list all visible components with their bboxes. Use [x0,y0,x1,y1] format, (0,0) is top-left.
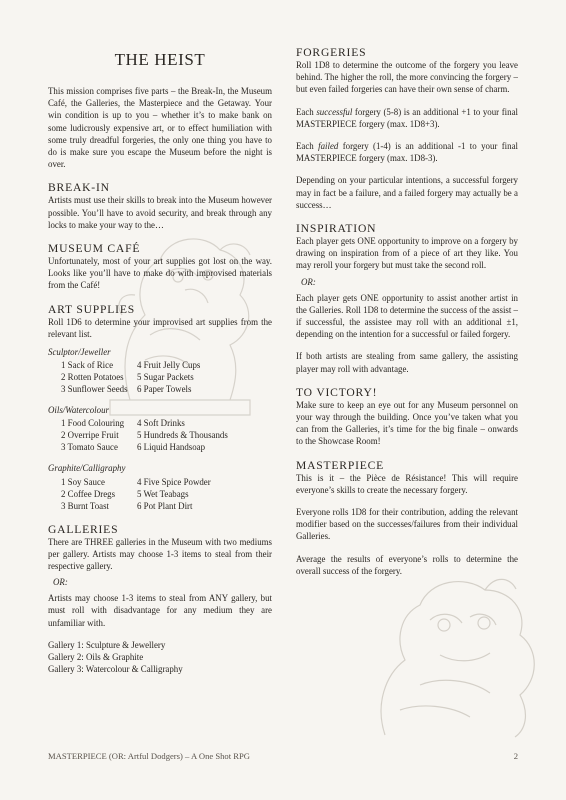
victory-text: Make sure to keep an eye out for any Museum personnel on your way through the building. Once you’ve taken what you can from the Galleries, it’s time for the big finale – onwards to the Showcase Room! [296,399,518,447]
successful-forgery-text: Each successful forgery (5-8) is an additional +1 to your final MASTERPIECE forgery (max. 1D8+3). [296,106,518,129]
supply-row [48,359,272,371]
supply-item: 4 Soft Drinks [137,418,185,429]
supply-row [48,417,272,429]
masterpiece-roll-text: Everyone rolls 1D8 for their contribution, adding the relevant modifier based on the successes/failures from their individual Galleries. [296,507,518,542]
footer-title: MASTERPIECE (OR: Artful Dodgers) – A One Shot RPG [48,751,250,761]
supply-row [48,488,272,500]
supply-item: 3 Tomato Sauce [61,442,118,453]
page-footer [48,751,518,761]
supply-item: 6 Liquid Handsoap [137,442,206,453]
inspiration-heading: INSPIRATION [296,222,377,236]
cafe-text: Unfortunately, most of your art supplies got lost on the way. Looks like you’ll have to make do with improvised materials from the Café! [48,256,272,291]
or-label: OR: [53,577,68,588]
victory-heading: TO VICTORY! [296,385,378,399]
supply-item: 1 Food Colouring [61,418,125,429]
masterpiece-text: This is it – the Pièce de Résistance! This will require everyone’s skills to create the necessary forgery. [296,472,518,495]
supply-row [48,429,272,441]
galleries-text: There are THREE galleries in the Museum with two mediums per gallery. Artists may choose 1-3 items to steal from their respective gallery. [48,536,272,572]
supply-item: 2 Overripe Fruit [61,430,119,441]
gallery-list-item: Gallery 1: Sculpture & Jewellery [48,639,166,650]
supplies-heading: ART SUPPLIES [48,302,135,316]
supply-item: 6 Paper Towels [137,384,192,395]
supplies-text: Roll 1D6 to determine your improvised art supplies from the relevant list. [48,316,272,339]
inspiration-text: Each player gets ONE opportunity to improve on a forgery by drawing on inspiration from of a piece of art they like. You may reroll your forgery but must take the second roll. [296,236,518,271]
supply-row [48,500,272,512]
forgeries-heading: FORGERIES [296,46,367,59]
cafe-heading: MUSEUM CAFÉ [48,242,141,256]
galleries-alt-text: Artists may choose 1-3 items to steal from ANY gallery, but must roll with disadvantage for any medium they are unfamiliar with. [48,593,272,628]
gallery-list-item: Gallery 2: Oils & Graphite [48,652,144,663]
right-column [296,46,518,577]
supply-item: 4 Fruit Jelly Cups [137,360,201,371]
breakin-text: Artists must use their skills to break into the Museum however possible. You’ll have to avoid security, and break through any locks to make your way to the… [48,195,272,230]
supply-item: 5 Hundreds & Thousands [137,430,228,441]
intro-paragraph: This mission comprises five parts – the Break-In, the Museum Café, the Galleries, the Masterpiece and the Getaway. Your win condition is up to you – whether it’s to make bank on some ludicrously expensive art, or to effect humiliation with some truly dreadful forgeries, the only one thing you have to do is make sure you escape the Museum before the night is over. [48,86,272,170]
masterpiece-average-text: Average the results of everyone’s rolls to determine the overall success of the forgery. [296,553,518,576]
supply-row [48,383,272,395]
galleries-heading: GALLERIES [48,522,119,536]
supply-group-title: Sculptor/Jeweller [48,347,111,358]
inspiration-advantage-text: If both artists are stealing from same gallery, the assisting player may roll with advantage. [296,351,518,374]
failed-forgery-text: Each failed forgery (1-4) is an additional -1 to your final MASTERPIECE forgery (max. 1D8-3). [296,141,518,164]
supply-row [48,371,272,383]
supply-item: 4 Five Spice Powder [137,476,211,487]
supply-item: 6 Pot Plant Dirt [137,500,193,511]
supply-item: 3 Burnt Toast [61,500,110,511]
page-number: 2 [513,751,518,761]
breakin-heading: BREAK-IN [48,181,110,195]
or-label: OR: [301,276,316,287]
supply-group-title: Oils/Watercolour [48,405,109,416]
supply-item: 2 Coffee Dregs [61,488,116,499]
supply-row [48,441,272,453]
supply-item: 2 Rotten Potatoes [61,372,124,383]
supply-item: 3 Sunflower Seeds [61,384,128,395]
page-title: THE HEIST [114,50,206,69]
supply-item: 5 Wet Teabags [137,488,189,499]
forgeries-note: Depending on your particular intentions, a successful forgery may in fact be a failure, and a failed forgery may actually be a success… [296,175,518,210]
supply-group-title: Graphite/Calligraphy [48,463,126,474]
inspiration-assist-text: Each player gets ONE opportunity to assist another artist in the Galleries. Roll 1D8 to determine the success of the assist – if successful, the assistee may roll with an additional ±1, depending on the intention for a successful or failed forgery. [296,292,518,340]
supply-item: 1 Soy Sauce [61,476,105,487]
masterpiece-heading: MASTERPIECE [296,458,385,472]
left-column [48,46,272,675]
supply-item: 1 Sack of Rice [61,360,114,371]
supply-item: 5 Sugar Packets [137,372,194,383]
supply-row [48,476,272,488]
forgeries-text: Roll 1D8 to determine the outcome of the forgery you leave behind. The higher the roll, the more convincing the forgery – but even failed forgeries can have their own sense of charm. [296,60,518,95]
gallery-list-item: Gallery 3: Watercolour & Calligraphy [48,664,183,675]
